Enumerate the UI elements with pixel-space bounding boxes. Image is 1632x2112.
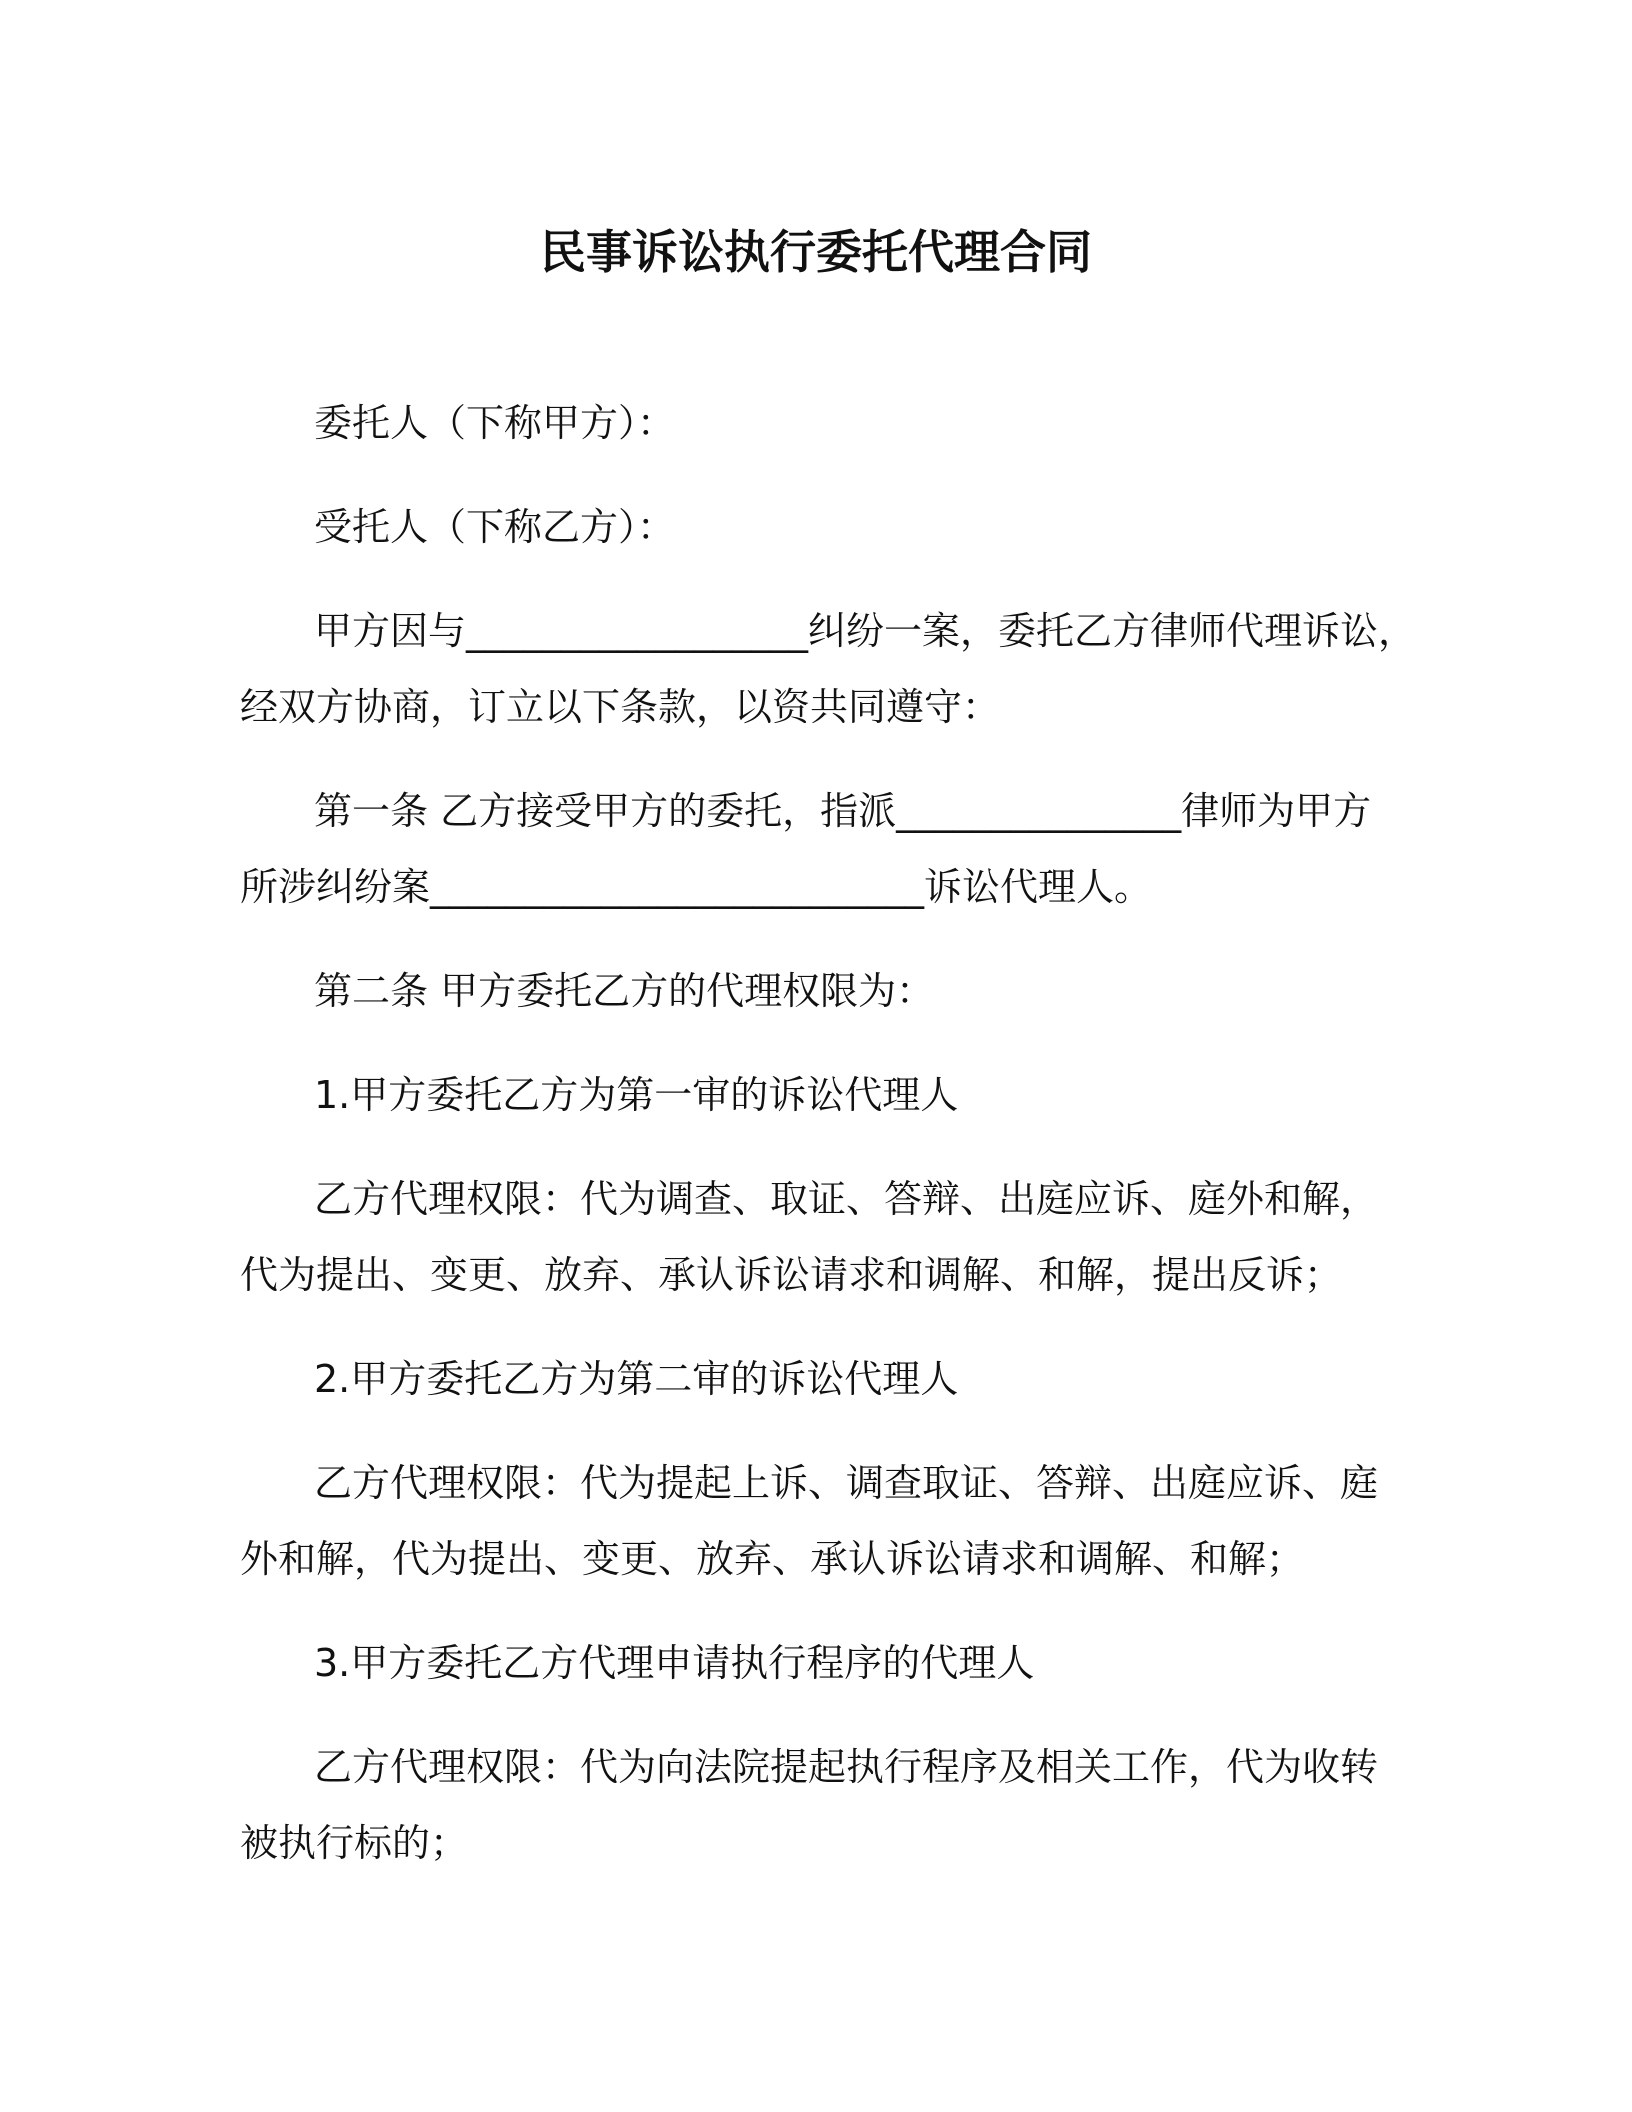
preamble-line-2: 经双方协商，订立以下条款，以资共同遵守： bbox=[240, 685, 1001, 729]
item-1-scope-line-2: 代为提出、变更、放弃、承认诉讼请求和调解、和解，提出反诉； bbox=[240, 1253, 1343, 1297]
preamble-line-1: 甲方因与__________________纠纷一案，委托乙方律师代理诉讼， bbox=[314, 609, 1417, 653]
item-3-scope-line-1: 乙方代理权限：代为向法院提起执行程序及相关工作，代为收转 bbox=[314, 1745, 1379, 1789]
article-2-heading: 第二条 甲方委托乙方的代理权限为： bbox=[314, 969, 935, 1013]
document-title: 民事诉讼执行委托代理合同 bbox=[540, 225, 1092, 279]
item-3-heading: 3.甲方委托乙方代理申请执行程序的代理人 bbox=[314, 1641, 1035, 1685]
party-b-line: 受托人（下称乙方）： bbox=[314, 505, 676, 549]
item-2-heading: 2.甲方委托乙方为第二审的诉讼代理人 bbox=[314, 1357, 959, 1401]
item-1-scope-line-1: 乙方代理权限：代为调查、取证、答辩、出庭应诉、庭外和解， bbox=[314, 1177, 1379, 1221]
item-2-scope-line-1: 乙方代理权限：代为提起上诉、调查取证、答辩、出庭应诉、庭 bbox=[314, 1461, 1379, 1505]
item-1-heading: 1.甲方委托乙方为第一审的诉讼代理人 bbox=[314, 1073, 959, 1117]
article-1-line-2: 所涉纠纷案__________________________诉讼代理人。 bbox=[240, 865, 1153, 909]
item-3-scope-line-2: 被执行标的； bbox=[240, 1821, 469, 1865]
party-a-line: 委托人（下称甲方）： bbox=[314, 401, 676, 445]
item-2-scope-line-2: 外和解，代为提出、变更、放弃、承认诉讼请求和调解、和解； bbox=[240, 1537, 1305, 1581]
article-1-line-1: 第一条 乙方接受甲方的委托，指派_______________律师为甲方 bbox=[314, 789, 1372, 833]
